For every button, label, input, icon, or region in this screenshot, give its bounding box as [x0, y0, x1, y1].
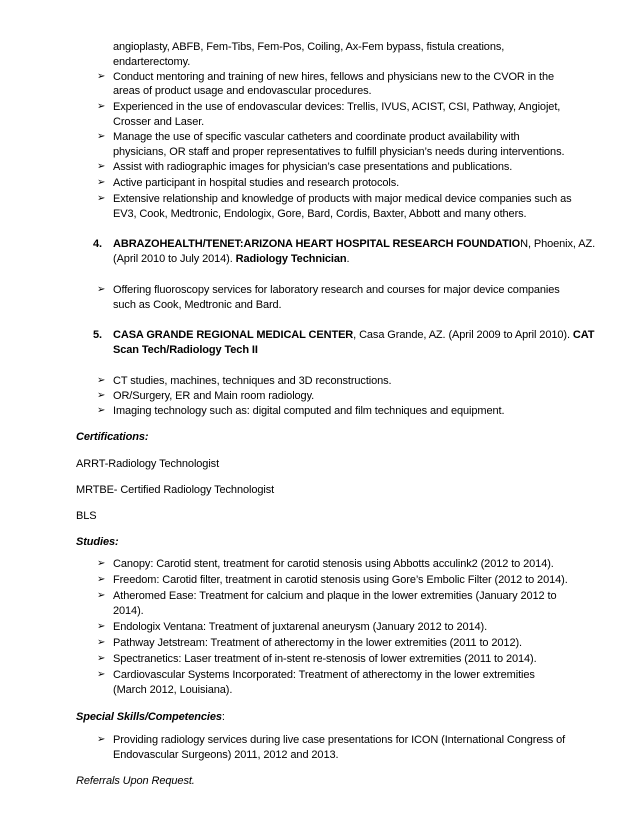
bullet-text: EV3, Cook, Medtronic, Endologix, Gore, Bard, Cordis, Baxter, Abbott and many others.	[113, 208, 527, 220]
arrow-bullet-icon: ➢	[97, 101, 106, 112]
arrow-bullet-icon: ➢	[97, 71, 106, 82]
section-heading	[76, 710, 225, 724]
job-number: 5.	[93, 329, 102, 341]
bullet-text: Crosser and Laser.	[113, 116, 205, 128]
arrow-bullet-icon: ➢	[97, 390, 106, 401]
arrow-bullet-icon: ➢	[97, 193, 106, 204]
study-item: Spectranetics: Laser treatment of in-stent re-stenosis of lower extremities (2011 to 2014).	[113, 653, 537, 665]
arrow-bullet-icon: ➢	[97, 669, 106, 680]
employer-name: CASA GRANDE REGIONAL MEDICAL CENTER	[113, 329, 354, 341]
bullet-text: such as Cook, Medtronic and Bard.	[113, 299, 282, 311]
arrow-bullet-icon: ➢	[97, 734, 106, 745]
job-title: CAT	[572, 329, 595, 341]
bullet-text: physicians, OR staff and proper representatives to fulfill physician’s needs during interventions.	[113, 146, 565, 158]
job-title: Radiology Technician	[235, 253, 347, 265]
bullet-text: Conduct mentoring and training of new hires, fellows and physicians new to the CVOR in the	[113, 71, 555, 83]
bullet-text: Experienced in the use of endovascular devices: Trellis, IVUS, ACIST, CSI, Pathway, Angiojet,	[113, 101, 561, 113]
arrow-bullet-icon: ➢	[97, 375, 106, 386]
arrow-bullet-icon: ➢	[97, 284, 106, 295]
study-item: (March 2012, Louisiana).	[113, 684, 233, 696]
text-line: angioplasty, ABFB, Fem-Tibs, Fem-Pos, Coiling, Ax-Fem bypass, fistula creations,	[113, 41, 505, 53]
study-item: Endologix Ventana: Treatment of juxtarenal aneurysm (January 2012 to 2014).	[113, 621, 488, 633]
arrow-bullet-icon: ➢	[97, 177, 106, 188]
bullet-text: Assist with radiographic images for physician’s case presentations and publications.	[113, 161, 513, 173]
study-item: Canopy: Carotid stent, treatment for carotid stenosis using Abbotts acculink2 (2012 to 2014).	[113, 558, 554, 570]
study-item: Pathway Jetstream: Treatment of atherectomy in the lower extremities (2011 to 2012).	[113, 637, 522, 649]
arrow-bullet-icon: ➢	[97, 558, 106, 569]
job-header	[113, 328, 594, 342]
job-number: 4.	[93, 238, 102, 250]
arrow-bullet-icon: ➢	[97, 405, 106, 416]
job-title-end: .	[346, 253, 350, 265]
bullet-text: CT studies, machines, techniques and 3D reconstructions.	[113, 375, 392, 387]
certification-item: BLS	[76, 510, 97, 522]
study-item: Freedom: Carotid filter, treatment in carotid stenosis using Gore’s Embolic Filter (2012 to 2014).	[113, 574, 568, 586]
arrow-bullet-icon: ➢	[97, 161, 106, 172]
arrow-bullet-icon: ➢	[97, 590, 106, 601]
certification-item: MRTBE- Certified Radiology Technologist	[76, 484, 275, 496]
bullet-text: Manage the use of specific vascular catheters and coordinate product availability with	[113, 131, 520, 143]
referrals-note: Referrals Upon Request.	[76, 775, 195, 787]
certification-item: ARRT-Radiology Technologist	[76, 458, 220, 470]
job-title: Scan Tech/Radiology Tech II	[113, 344, 258, 356]
section-heading-text: Special Skills/Competencies	[76, 711, 222, 723]
arrow-bullet-icon: ➢	[97, 653, 106, 664]
bullet-text: OR/Surgery, ER and Main room radiology.	[113, 390, 315, 402]
study-item: Cardiovascular Systems Incorporated: Treatment of atherectomy in the lower extremities	[113, 669, 535, 681]
study-item: 2014).	[113, 605, 144, 617]
arrow-bullet-icon: ➢	[97, 574, 106, 585]
job-dates: (April 2010 to July 2014).	[113, 253, 236, 265]
section-heading-colon: :	[221, 711, 225, 723]
bullet-text: Offering fluoroscopy services for laboratory research and courses for major device companies	[113, 284, 560, 296]
section-heading: Certifications:	[76, 431, 149, 443]
employer-location: N, Phoenix, AZ.	[520, 238, 596, 250]
arrow-bullet-icon: ➢	[97, 621, 106, 632]
bullet-text: Imaging technology such as: digital computed and film techniques and equipment.	[113, 405, 505, 417]
section-heading: Studies:	[76, 536, 119, 548]
arrow-bullet-icon: ➢	[97, 637, 106, 648]
employer-name: ABRAZOHEALTH/TENET:ARIZONA HEART HOSPITAL RESEARCH FOUNDATIO	[113, 238, 521, 250]
text-line: endarterectomy.	[113, 56, 191, 68]
bullet-text: Extensive relationship and knowledge of products with major medical device companies such as	[113, 193, 572, 205]
study-item: Atheromed Ease: Treatment for calcium and plaque in the lower extremities (January 2012 to	[113, 590, 557, 602]
job-header	[113, 237, 595, 251]
bullet-text: areas of product usage and endovascular procedures.	[113, 85, 372, 97]
bullet-text: Providing radiology services during live case presentations for ICON (International Congress of	[113, 734, 566, 746]
bullet-text: Endovascular Surgeons) 2011, 2012 and 2013.	[113, 749, 339, 761]
arrow-bullet-icon: ➢	[97, 131, 106, 142]
employer-location: , Casa Grande, AZ. (April 2009 to April 2010).	[353, 329, 573, 341]
bullet-text: Active participant in hospital studies and research protocols.	[113, 177, 400, 189]
job-dates-line	[113, 252, 350, 266]
